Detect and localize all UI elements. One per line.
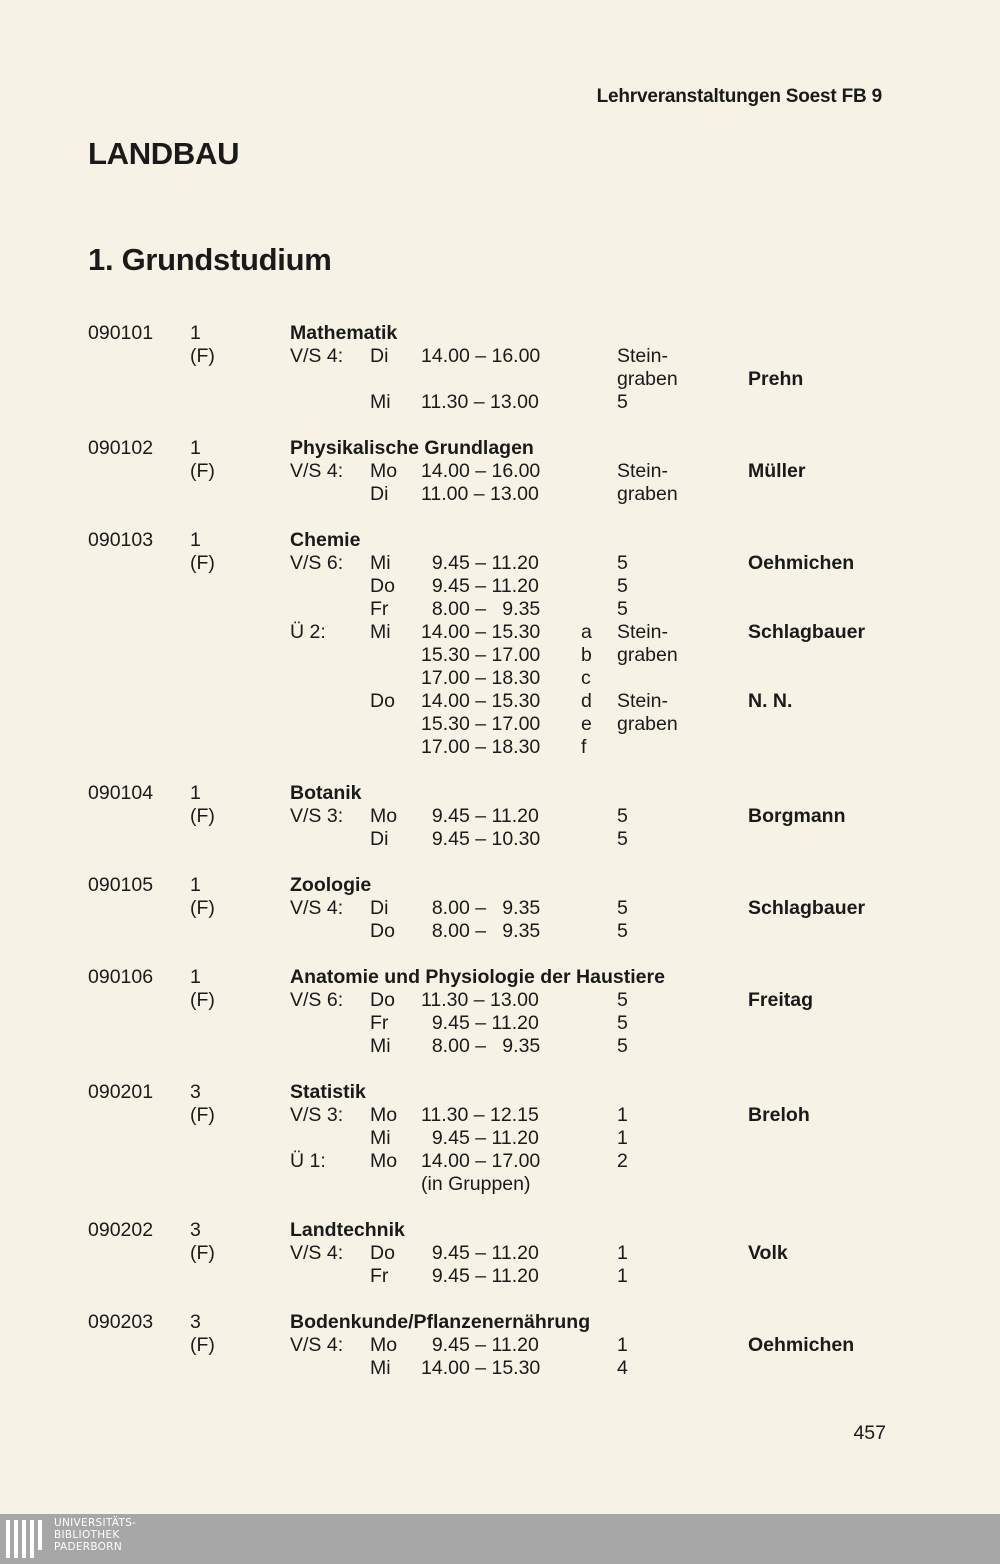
course-number: 090203 [88,1311,154,1333]
time-slot: 11.00 – 13.00 [421,483,539,505]
course-entry [0,437,1000,506]
semester: 1 [190,874,201,896]
weekday: Mo [370,1104,398,1126]
room: Stein- [617,690,668,712]
room: Stein- [617,621,668,643]
weekday: Do [370,575,395,597]
weekday: Mo [370,1150,398,1172]
semester: (F) [190,1104,215,1126]
course-line [0,391,1000,414]
course-number: 090106 [88,966,154,988]
course-line [0,1242,1000,1265]
group-letter: b [581,644,592,666]
room: 1 [617,1265,628,1287]
weekday: Di [370,828,389,850]
weekday: Fr [370,1012,389,1034]
time-slot: 9.45 – 11.20 [421,1334,539,1356]
weekday: Mi [370,552,391,574]
time-slot: 8.00 – 9.35 [421,920,541,942]
semester: 1 [190,966,201,988]
lecturer: Oehmichen [748,1334,855,1356]
page-number: 457 [853,1422,886,1444]
course-entry [0,874,1000,943]
semester: (F) [190,805,215,827]
room: 5 [617,897,628,919]
room: graben [617,368,678,390]
group-letter: e [581,713,592,735]
lecturer: Prehn [748,368,804,390]
semester: (F) [190,897,215,919]
course-line [0,736,1000,759]
course-line [0,598,1000,621]
course-title: Bodenkunde/Pflanzenernährung [290,1311,591,1333]
weekday: Do [370,1242,395,1264]
lecturer: Oehmichen [748,552,855,574]
course-type: V/S 4: [290,345,344,367]
course-line [0,460,1000,483]
course-entry [0,1219,1000,1288]
semester: 1 [190,782,201,804]
time-slot: 14.00 – 16.00 [421,345,541,367]
course-line [0,1012,1000,1035]
weekday: Mi [370,1035,391,1057]
room: 5 [617,1035,628,1057]
weekday: Do [370,920,395,942]
semester: 3 [190,1311,201,1333]
course-type: V/S 4: [290,897,344,919]
room: graben [617,644,678,666]
course-type: V/S 4: [290,460,344,482]
course-line [0,345,1000,368]
course-line [0,575,1000,598]
course-line [0,667,1000,690]
course-line [0,713,1000,736]
course-line [0,437,1000,460]
course-line [0,897,1000,920]
time-slot: 11.30 – 12.15 [421,1104,539,1126]
course-line [0,1081,1000,1104]
room: Stein- [617,460,668,482]
library-logo-icon [6,1520,46,1558]
course-line [0,1219,1000,1242]
course-type: V/S 3: [290,805,344,827]
weekday: Mi [370,391,391,413]
course-title: Zoologie [290,874,372,896]
room: 5 [617,575,628,597]
room: 5 [617,920,628,942]
room: 5 [617,552,628,574]
page-title: LANDBAU [88,136,240,171]
room: 5 [617,828,628,850]
course-title: Physikalische Grundlagen [290,437,534,459]
room: 1 [617,1242,628,1264]
course-number: 090105 [88,874,154,896]
course-line [0,1357,1000,1380]
course-title: Anatomie und Physiologie der Haustiere [290,966,665,988]
group-letter: c [581,667,591,689]
room: 5 [617,598,628,620]
semester: (F) [190,460,215,482]
course-line [0,874,1000,897]
room: graben [617,713,678,735]
time-slot: 15.30 – 17.00 [421,713,541,735]
time-slot: 9.45 – 11.20 [421,1127,539,1149]
course-line [0,368,1000,391]
weekday: Mi [370,621,391,643]
semester: (F) [190,345,215,367]
course-type: Ü 1: [290,1150,326,1172]
lecturer: Volk [748,1242,788,1264]
time-slot: (in Gruppen) [421,1173,531,1195]
weekday: Do [370,690,395,712]
time-slot: 17.00 – 18.30 [421,736,541,758]
course-entry [0,322,1000,414]
library-footer [0,1514,1000,1564]
section-title: 1. Grundstudium [88,242,332,277]
course-type: V/S 6: [290,989,344,1011]
room: 5 [617,391,628,413]
lecturer: Schlagbauer [748,897,866,919]
lecturer: N. N. [748,690,793,712]
weekday: Di [370,897,389,919]
course-entry [0,966,1000,1058]
lecturer: Breloh [748,1104,810,1126]
time-slot: 11.30 – 13.00 [421,391,539,413]
library-name-line: PADERBORN [54,1541,122,1553]
library-name-line: UNIVERSITÄTS- [54,1517,137,1529]
semester: (F) [190,552,215,574]
time-slot: 9.45 – 11.20 [421,1242,539,1264]
course-title: Statistik [290,1081,366,1103]
room: 1 [617,1127,628,1149]
time-slot: 11.30 – 13.00 [421,989,539,1011]
semester: (F) [190,989,215,1011]
course-number: 090101 [88,322,154,344]
group-letter: d [581,690,592,712]
course-entry [0,529,1000,759]
course-number: 090201 [88,1081,154,1103]
time-slot: 9.45 – 11.20 [421,552,539,574]
weekday: Di [370,345,389,367]
course-line [0,1150,1000,1173]
room: 2 [617,1150,628,1172]
course-number: 090104 [88,782,154,804]
library-name [54,1517,136,1553]
course-entry [0,782,1000,851]
weekday: Fr [370,1265,389,1287]
semester: 1 [190,322,201,344]
library-name-line: BIBLIOTHEK [54,1529,120,1541]
course-title: Mathematik [290,322,398,344]
time-slot: 9.45 – 11.20 [421,575,539,597]
time-slot: 9.45 – 11.20 [421,805,539,827]
weekday: Do [370,989,395,1011]
semester: 3 [190,1081,201,1103]
course-line [0,920,1000,943]
time-slot: 8.00 – 9.35 [421,598,541,620]
time-slot: 9.45 – 10.30 [421,828,541,850]
time-slot: 14.00 – 15.30 [421,1357,541,1379]
group-letter: f [581,736,587,758]
time-slot: 14.00 – 16.00 [421,460,541,482]
course-line [0,483,1000,506]
time-slot: 14.00 – 17.00 [421,1150,541,1172]
course-list [0,322,1000,1403]
weekday: Mo [370,460,398,482]
running-head: Lehrveranstaltungen Soest FB 9 [596,86,882,107]
course-line [0,529,1000,552]
room: 5 [617,805,628,827]
lecturer: Freitag [748,989,814,1011]
room: Stein- [617,345,668,367]
room: 1 [617,1104,628,1126]
semester: 3 [190,1219,201,1241]
course-line [0,782,1000,805]
course-line [0,1127,1000,1150]
weekday: Mo [370,805,398,827]
course-title: Landtechnik [290,1219,405,1241]
time-slot: 8.00 – 9.35 [421,897,541,919]
course-title: Botanik [290,782,362,804]
course-line [0,989,1000,1012]
room: 5 [617,1012,628,1034]
course-title: Chemie [290,529,361,551]
course-line [0,1173,1000,1196]
course-line [0,690,1000,713]
time-slot: 14.00 – 15.30 [421,690,541,712]
course-line [0,828,1000,851]
course-line [0,1104,1000,1127]
semester: (F) [190,1242,215,1264]
course-line [0,552,1000,575]
course-type: V/S 6: [290,552,344,574]
course-line [0,1311,1000,1334]
course-number: 090103 [88,529,154,551]
time-slot: 14.00 – 15.30 [421,621,541,643]
weekday: Mi [370,1127,391,1149]
time-slot: 17.00 – 18.30 [421,667,541,689]
lecturer: Borgmann [748,805,846,827]
room: 1 [617,1334,628,1356]
course-line [0,805,1000,828]
course-line [0,1035,1000,1058]
group-letter: a [581,621,592,643]
course-entry [0,1311,1000,1380]
semester: 1 [190,529,201,551]
room: 5 [617,989,628,1011]
course-line [0,322,1000,345]
course-line [0,621,1000,644]
lecturer: Müller [748,460,806,482]
semester: (F) [190,1334,215,1356]
course-entry [0,1081,1000,1196]
course-line [0,644,1000,667]
weekday: Fr [370,598,389,620]
room: graben [617,483,678,505]
lecturer: Schlagbauer [748,621,866,643]
course-number: 090202 [88,1219,154,1241]
course-number: 090102 [88,437,154,459]
course-line [0,1265,1000,1288]
time-slot: 9.45 – 11.20 [421,1265,539,1287]
room: 4 [617,1357,628,1379]
course-type: Ü 2: [290,621,326,643]
course-line [0,1334,1000,1357]
weekday: Di [370,483,389,505]
course-type: V/S 4: [290,1242,344,1264]
course-type: V/S 3: [290,1104,344,1126]
course-line [0,966,1000,989]
weekday: Mo [370,1334,398,1356]
time-slot: 9.45 – 11.20 [421,1012,539,1034]
weekday: Mi [370,1357,391,1379]
semester: 1 [190,437,201,459]
time-slot: 15.30 – 17.00 [421,644,541,666]
course-type: V/S 4: [290,1334,344,1356]
time-slot: 8.00 – 9.35 [421,1035,541,1057]
